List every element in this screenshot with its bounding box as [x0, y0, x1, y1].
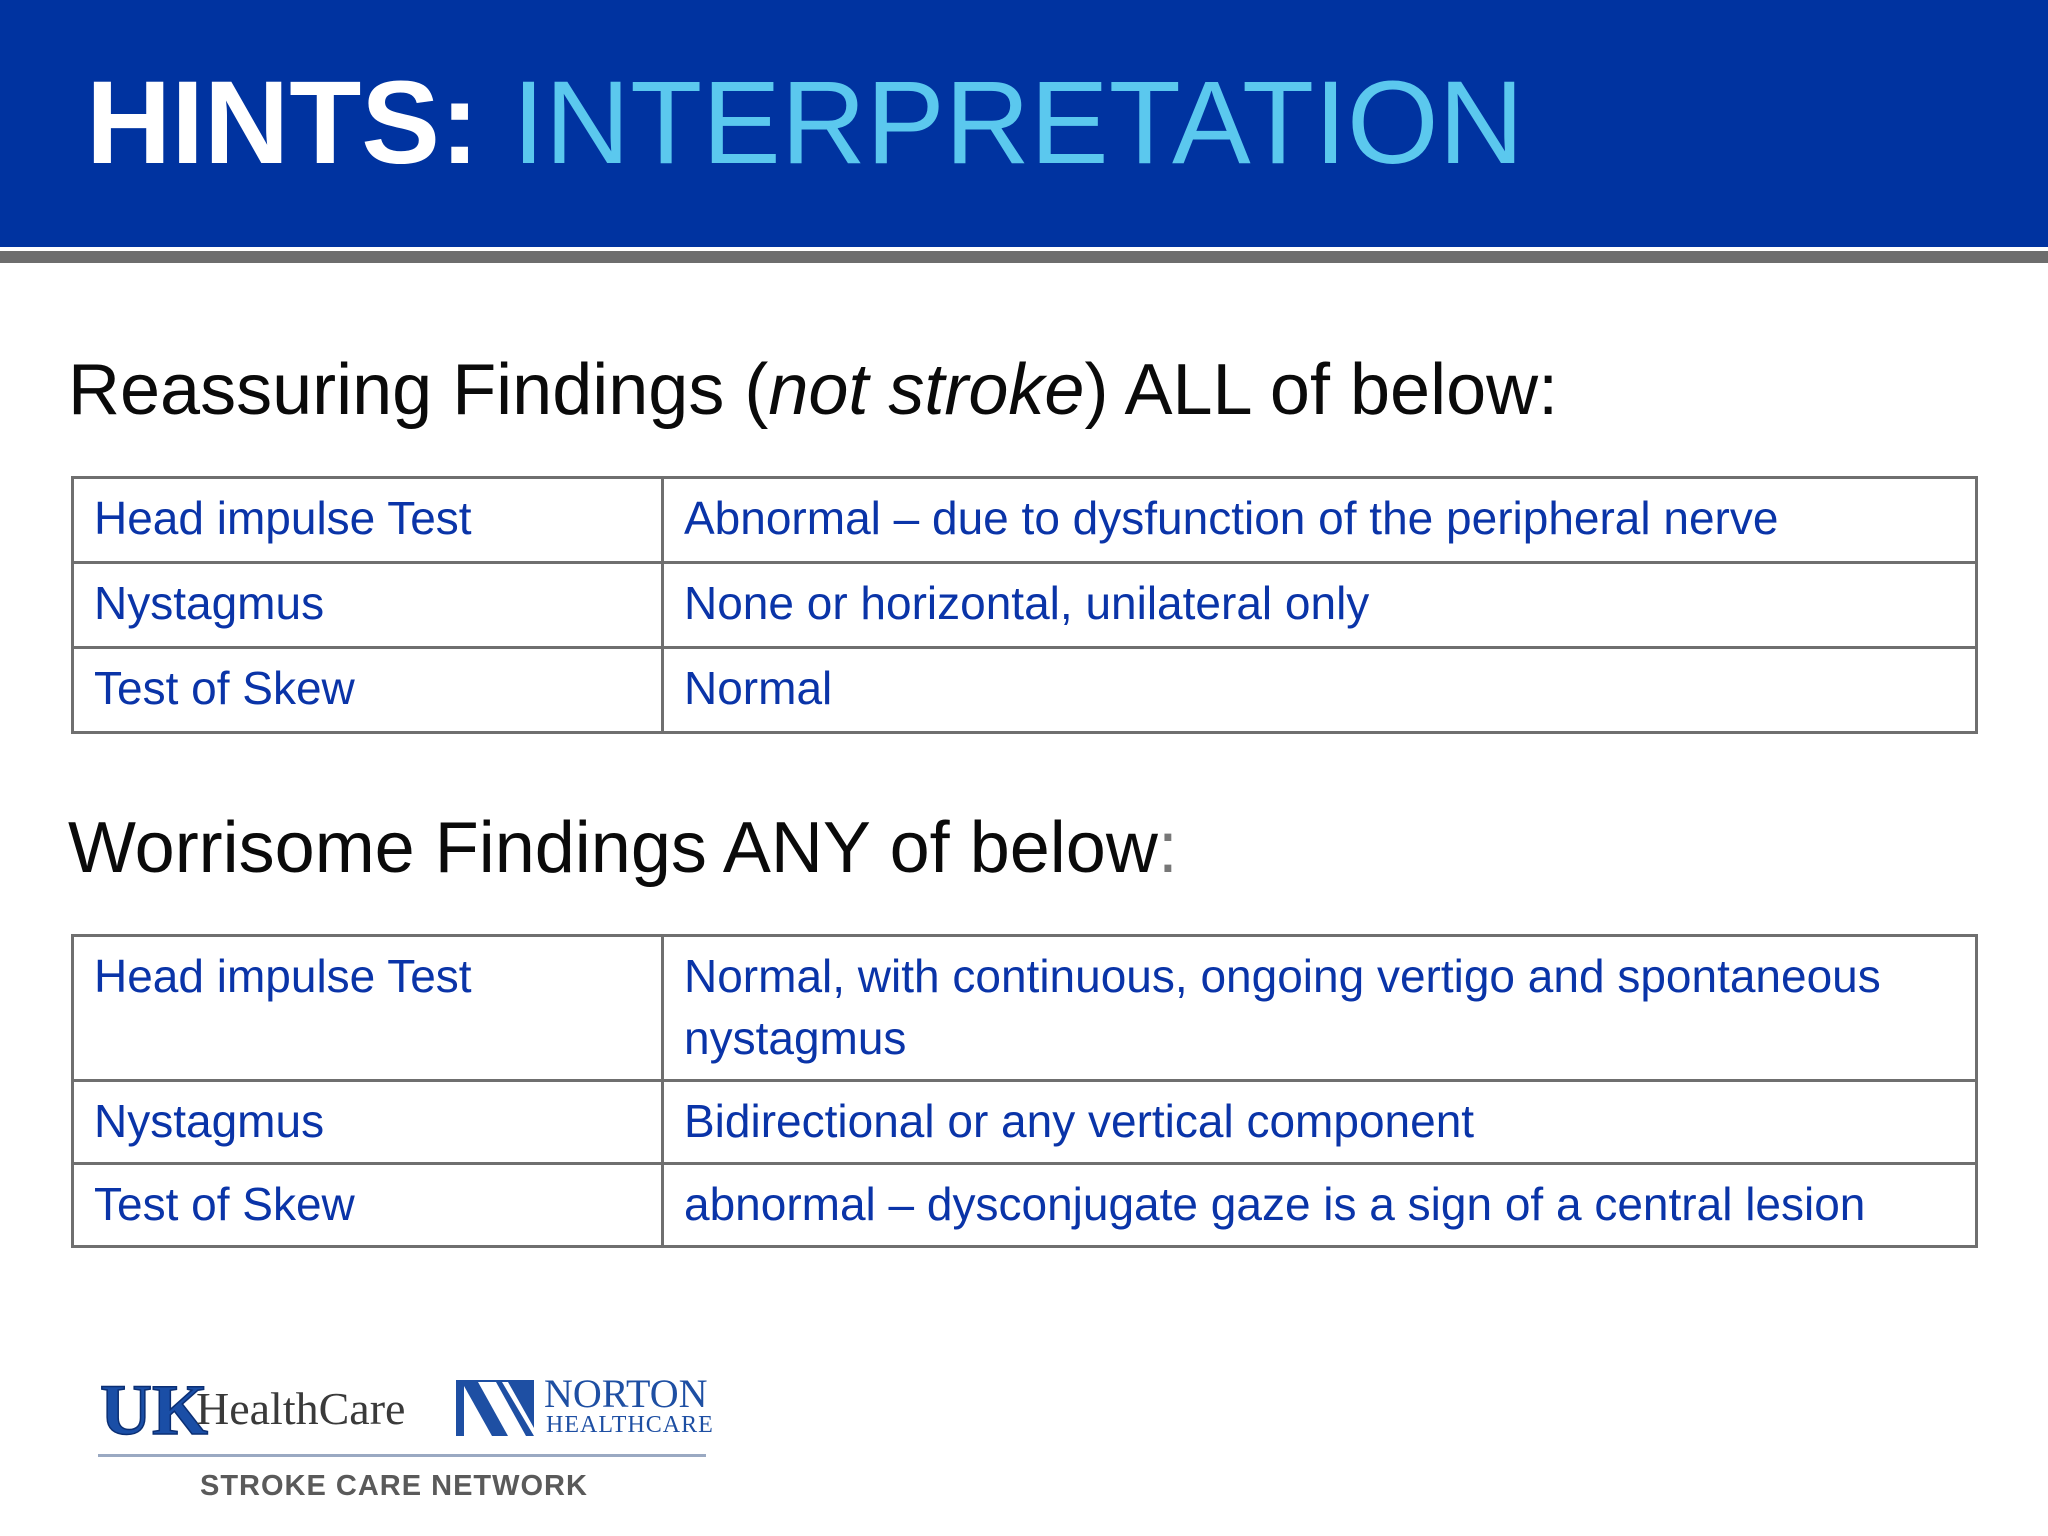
- finding-cell: Bidirectional or any vertical component: [663, 1081, 1977, 1164]
- uk-logo-letters: UK: [100, 1370, 208, 1450]
- norton-wordmark: NORTON: [544, 1371, 708, 1416]
- finding-cell: abnormal – dysconjugate gaze is a sign of a central lesion: [663, 1164, 1977, 1247]
- worrisome-heading-text: Worrisome Findings ANY of below: [68, 808, 1158, 888]
- table-row: [73, 1081, 1977, 1164]
- table-row: [73, 648, 1977, 733]
- footer-logos: [96, 1358, 714, 1518]
- finding-cell: Normal, with continuous, ongoing vertigo and spontaneous nystagmus: [663, 936, 1977, 1081]
- norton-logo-icon: [456, 1380, 534, 1436]
- header-banner: [0, 0, 2048, 247]
- finding-cell: Normal: [663, 648, 1977, 733]
- test-name-cell: Test of Skew: [73, 1164, 663, 1247]
- reassuring-findings-table: [71, 476, 1978, 734]
- worrisome-heading: [68, 806, 1178, 890]
- reassuring-heading-italic: not stroke: [768, 350, 1085, 430]
- test-name-cell: Nystagmus: [73, 563, 663, 648]
- test-name-cell: Head impulse Test: [73, 478, 663, 563]
- test-name-cell: Nystagmus: [73, 1081, 663, 1164]
- table-row: [73, 478, 1977, 563]
- table-row: [73, 563, 1977, 648]
- slide-title: [86, 50, 1524, 196]
- stroke-care-network: STROKE CARE NETWORK: [200, 1470, 588, 1502]
- table-row: [73, 1164, 1977, 1247]
- reassuring-heading: [68, 348, 1558, 432]
- logo-divider: [98, 1454, 706, 1457]
- worrisome-findings-table: [71, 934, 1978, 1248]
- reassuring-heading-post: ) ALL of below:: [1084, 350, 1559, 430]
- reassuring-heading-pre: Reassuring Findings (: [68, 350, 769, 430]
- title-interpretation: INTERPRETATION: [512, 57, 1524, 189]
- uk-logo: [96, 1368, 208, 1450]
- header-divider-gray: [0, 251, 2048, 263]
- finding-cell: None or horizontal, unilateral only: [663, 563, 1977, 648]
- test-name-cell: Head impulse Test: [73, 936, 663, 1081]
- title-hints: HINTS:: [86, 57, 480, 189]
- norton-healthcare-sub: HEALTHCARE: [546, 1412, 714, 1438]
- worrisome-heading-colon: :: [1157, 808, 1178, 888]
- healthcare-wordmark: HealthCare: [196, 1383, 406, 1434]
- finding-cell: Abnormal – due to dysfunction of the peripheral nerve: [663, 478, 1977, 563]
- test-name-cell: Test of Skew: [73, 648, 663, 733]
- table-row: [73, 936, 1977, 1081]
